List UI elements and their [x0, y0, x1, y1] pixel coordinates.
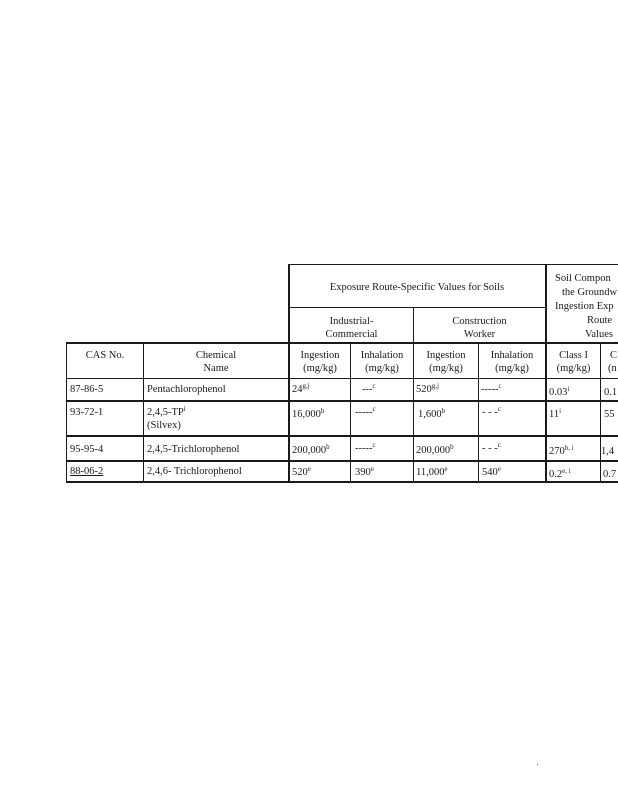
col-header-inh2-line1: Inhalation [490, 350, 534, 361]
row1-ing1: 24$^{g,j}$ [292, 382, 310, 395]
row4-inh1: 390e [355, 465, 374, 478]
rule-row3-bottom [66, 460, 618, 462]
row2-ing1: 16,000$^b$ [292, 407, 325, 420]
row1-class1: 0.03$^i$ [549, 385, 570, 398]
group-header-groundwater-line4: Route [587, 315, 613, 326]
col-header-ing1-line2: (mg/kg) [303, 363, 337, 374]
row4-name: 2,4,6- Trichlorophenol [147, 466, 242, 477]
row3-inh1: -----$^c$ [355, 441, 376, 454]
row1-ing2: 520$^{g,j}$ [416, 382, 439, 395]
subheader-construction-line2: Worker [463, 329, 496, 340]
col-header-inh2-line2: (mg/kg) [495, 363, 529, 374]
row4-ing2: 11,000e [416, 465, 448, 478]
group-header-groundwater-line3: Ingestion Exp [555, 301, 614, 312]
group-header-groundwater-line1: Soil Compon [555, 273, 611, 284]
rule-header-bottom [66, 378, 618, 379]
row1-inh2: -----$^c$ [481, 382, 502, 395]
col-header-chemical-line2: Name [203, 363, 229, 374]
group-header-groundwater-line5: Values [585, 329, 613, 340]
rule-left [66, 342, 67, 482]
row4-cas: 88-06-2 [70, 466, 104, 477]
row3-inh2: - - -$^c$ [482, 441, 501, 454]
row4-ing1: 520e [292, 465, 311, 478]
row3-cas: 95-95-4 [70, 444, 104, 455]
col-header-class1-line2: (mg/kg) [556, 363, 591, 374]
row1-name: Pentachlorophenol [147, 384, 226, 395]
group-header-exposure: Exposure Route-Specific Values for Soils [329, 282, 505, 293]
row4-class2: 0.7 [603, 469, 617, 480]
row3-name: 2,4,5-Trichlorophenol [147, 444, 240, 455]
col-header-inh1-line2: (mg/kg) [365, 363, 399, 374]
subheader-construction-line1: Construction [452, 316, 507, 327]
col-header-cas: CAS No. [85, 350, 125, 361]
col-header-chemical-line1: Chemical [195, 350, 237, 361]
row3-ing1: 200,000$^b$ [292, 443, 330, 456]
col-header-ing1-line1: Ingestion [300, 350, 340, 361]
row2-class2: 55 [604, 409, 615, 420]
row2-inh1: -----$^c$ [355, 405, 376, 418]
scan-speck [537, 764, 538, 765]
row1-cas: 87-86-5 [70, 384, 104, 395]
row2-cas: 93-72-1 [70, 407, 104, 418]
row1-class2: 0.1 [604, 387, 618, 398]
row3-class1: 270$^{b, i}$ [549, 444, 574, 457]
row2-inh2: - - -$^c$ [482, 405, 501, 418]
col-header-ing2-line1: Ingestion [426, 350, 466, 361]
rule-after-class1 [600, 342, 601, 482]
row2-name: $2,4,5-TP^i$ [147, 405, 186, 418]
group-header-groundwater-line2: the Groundw [562, 287, 618, 298]
row3-class2: 1,4 [601, 446, 615, 457]
row4-inh2: 540e [482, 465, 501, 478]
col-header-inh1-line1: Inhalation [360, 350, 404, 361]
row2-name-line2: (Silvex) [147, 420, 181, 431]
subheader-industrial-line1: Industrial- [329, 316, 374, 327]
row2-ing2: 1,600$^b$ [418, 407, 446, 420]
col-header-class2-line2: (n [608, 363, 617, 374]
col-header-class2-line1: C [610, 350, 618, 361]
rule-top-right [289, 264, 618, 265]
row3-ing2: 200,000$^b$ [416, 443, 454, 456]
rule-table-bottom [66, 481, 618, 483]
subheader-industrial-line2: Commercial [325, 329, 378, 340]
row1-inh1: ---$^c$ [362, 382, 376, 395]
rule-under-group [289, 307, 545, 308]
col-header-class1-line1: Class I [559, 350, 588, 361]
rule-row1-bottom [66, 400, 618, 402]
col-header-ing2-line2: (mg/kg) [429, 363, 463, 374]
rule-row2-bottom [66, 435, 618, 437]
rule-header-top [66, 342, 618, 344]
row4-class1: 0.2$^{e, i}$ [549, 467, 571, 480]
row2-class1: 11$^i$ [549, 407, 562, 420]
